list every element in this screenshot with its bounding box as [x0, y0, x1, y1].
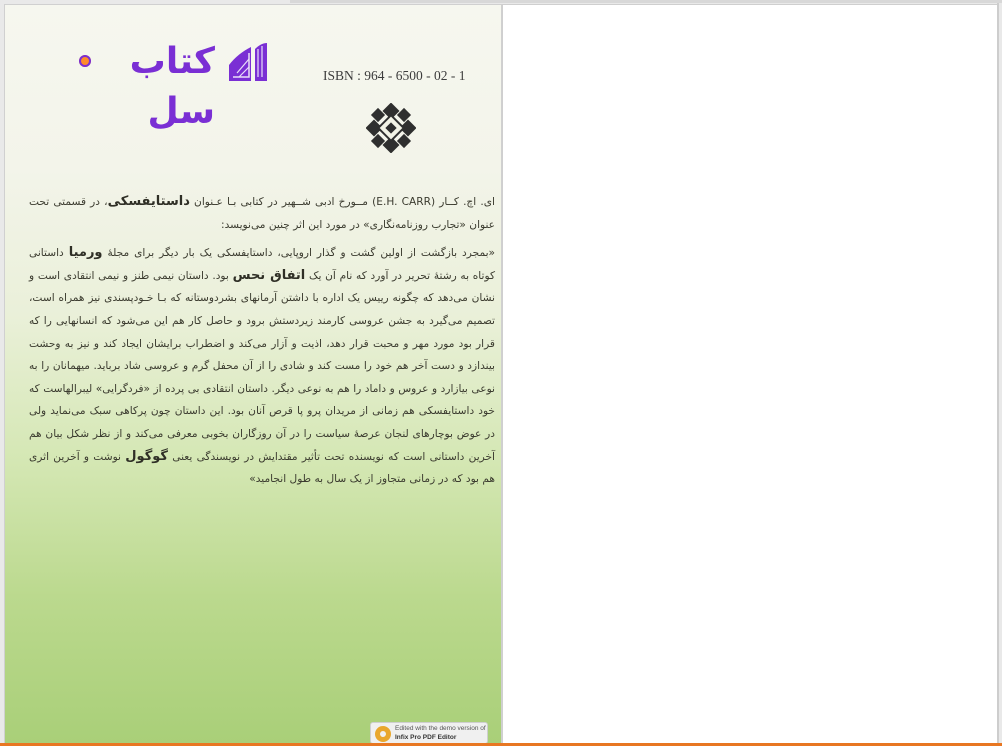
demo-watermark-text: Edited with the demo version of Infix Pro PDF Editor	[395, 725, 486, 741]
book-pages-icon	[221, 37, 273, 89]
isbn-label: ISBN : 964 - 6500 - 02 - 1	[323, 68, 466, 83]
viewer-right-border	[997, 3, 999, 743]
demo-watermark-badge[interactable]	[370, 722, 488, 744]
infix-logo-icon	[375, 726, 391, 742]
book-title-dostoevsky: داستایفسکی	[107, 194, 190, 209]
author-name-gogol: گوگول	[125, 448, 168, 464]
intro-paragraph: ای. اچ. کــار (E.H. CARR) مــورخ ادبی شــهیر در کتابی بـا عـنوان داستایفسکی، در قسمتی تحت عنوان «تجارب روزنامه‌نگاری» در مورد این اثر چنین می‌نویسد:	[29, 194, 495, 231]
site-logo	[65, 35, 275, 132]
publisher-ornament-icon	[366, 103, 416, 153]
page-back-cover	[5, 5, 501, 744]
logo-dot-icon	[79, 55, 91, 67]
quote-paragraph: «بمجرد بازگشت از اولین گشت و گذار اروپایی، داستایفسکی یک بار دیگر برای مجلهٔ ورمیا داستانی کوتاه به رشتهٔ تحریر در آورد که نام آن یک اتفاق نحس بود. داستان نیمی طنز و نیمی انتقادی است و نشان می‌دهد که چگونه رییس یک اداره با داشتن آرمانهای بشردوستانه که بـا خـودپسندی نیز همراه است، تصمیم می‌گیرد به جشن عروسی کارمند زیردستش برود و حاصل کار هم این می‌شود که انسانهایی را که قرار بود مورد مهر و محبت قرار دهد، اذیت و آزار می‌کند و اضطراب برایشان ایجاد کند و نیز به وحشت بیندازد و دست آخر هم خود را مست کند و شادی را از آن محفل گرم و عروسی شاد برباید. میهمانان را به نوعی بیازارد و عروس و داماد را هم به نوعی دیگر. داستان انتقادی بی پرده از «فردگرایی» لیبرالهاست که خود داستایفسکی هم زمانی از مریدان پرو پا قرص آنان بود. این داستان چون پرکاهی سبک می‌نماید ولی در عوض بوچارهای لنجان عرصهٔ سیاست را در آن روزگاران بخوبی معرفی می‌کند و از نظر شکل بیان هم آخرین داستانی است که نویسنده تحت تأثیر مقتدایش در نویسندگی یعنی گوگول نوشت و آخرین اثری هم بود که در زمانی متجاوز از یک سال به طول انجامید»	[29, 245, 495, 486]
story-title: اتفاق نحس	[232, 267, 306, 283]
viewer-top-border	[290, 0, 1002, 3]
back-cover-text	[29, 191, 495, 491]
magazine-name-vremya: ورمیا	[68, 245, 103, 261]
page-blank	[503, 5, 997, 744]
logo-text: کتاب سل	[129, 41, 215, 132]
